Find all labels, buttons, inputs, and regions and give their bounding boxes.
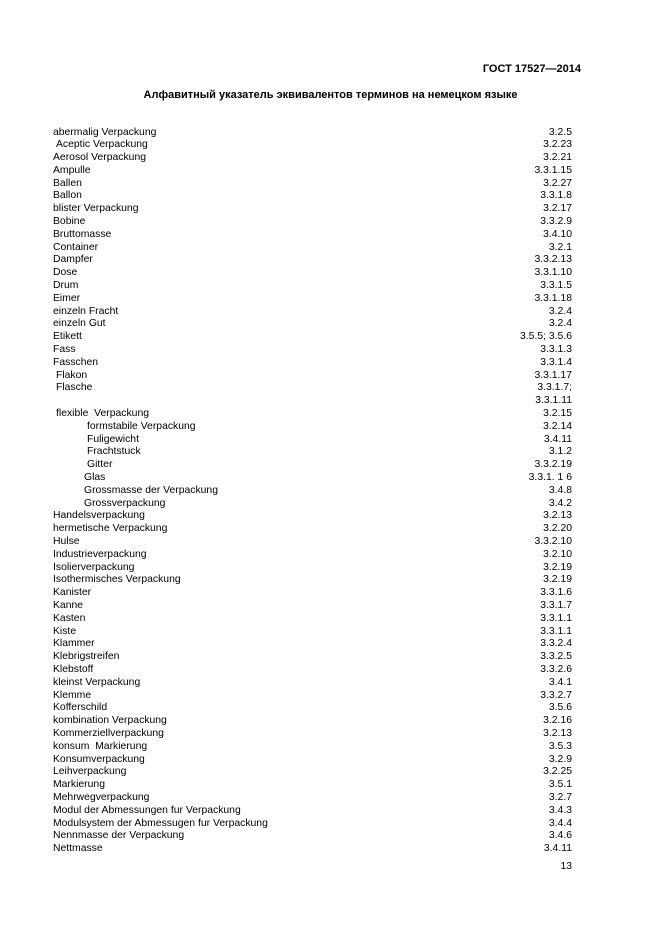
index-entry xyxy=(0,446,661,459)
index-reference: 3.3.1.7; xyxy=(537,382,572,394)
index-term: Kiste xyxy=(53,625,77,637)
index-entry xyxy=(0,459,661,472)
index-term: Dose xyxy=(53,267,78,279)
index-entry xyxy=(0,587,661,600)
index-entry xyxy=(0,792,661,805)
index-reference: 3.4.4 xyxy=(548,817,572,829)
index-reference: 3.3.2.9 xyxy=(540,216,572,228)
index-term: Flasche xyxy=(56,382,93,394)
index-reference: 3.4.11 xyxy=(543,843,572,855)
index-term: Gitter xyxy=(87,459,113,471)
index-reference: 3.2.4 xyxy=(548,305,572,317)
index-entry xyxy=(0,152,661,165)
index-entry xyxy=(0,139,661,152)
index-entry xyxy=(0,766,661,779)
index-term: Fass xyxy=(53,344,76,356)
index-reference: 3.4.2 xyxy=(548,497,572,509)
page-title: Алфавитный указатель эквивалентов терминов на немецком языке xyxy=(143,89,518,101)
index-entry xyxy=(0,830,661,843)
index-term: Mehrwegverpackung xyxy=(53,791,150,803)
index-entry xyxy=(0,408,661,421)
index-reference: 3.2.21 xyxy=(543,152,572,164)
index-entry xyxy=(0,818,661,831)
index-reference: 3.4.6 xyxy=(548,830,572,842)
index-term: abermalig Verpackung xyxy=(53,126,157,138)
index-term: Flakon xyxy=(56,369,88,381)
index-term: flexible Verpackung xyxy=(56,408,149,420)
index-term: Klebrigstreifen xyxy=(53,651,120,663)
index-term: Fuligewicht xyxy=(87,433,139,445)
index-entry xyxy=(0,395,661,408)
index-term: formstabile Verpackung xyxy=(87,420,196,432)
index-entry xyxy=(0,638,661,651)
index-term: Nettmasse xyxy=(53,843,103,855)
index-term: Isothermisches Verpackung xyxy=(53,574,181,586)
index-term: Klemme xyxy=(53,689,92,701)
index-term: Dampfer xyxy=(53,254,93,266)
index-reference: 3.4.1 xyxy=(548,676,572,688)
index-term: Klammer xyxy=(53,638,95,650)
index-term: Modulsystem der Abmessugen fur Verpackung xyxy=(53,817,268,829)
index-entry xyxy=(0,127,661,140)
index-reference: 3.4.11 xyxy=(543,433,572,445)
index-reference: 3.2.15 xyxy=(543,408,572,420)
index-entry xyxy=(0,549,661,562)
index-term: einzeln Fracht xyxy=(53,305,119,317)
index-term: Konsumverpackung xyxy=(53,753,145,765)
index-reference: 3.2.10 xyxy=(543,548,572,560)
index-entry xyxy=(0,242,661,255)
index-entry xyxy=(0,331,661,344)
index-reference: 3.2.19 xyxy=(543,561,572,573)
index-term: Isolierverpackung xyxy=(53,561,135,573)
index-term: Hulse xyxy=(53,536,80,547)
index-reference: 3.2.19 xyxy=(543,574,572,586)
index-term: Kasten xyxy=(53,612,86,624)
index-reference: 3.3.2.19 xyxy=(534,459,572,471)
index-reference: 3.4.3 xyxy=(548,804,572,816)
index-reference: 3.3.1.7 xyxy=(540,599,572,611)
index-reference: 3.5.5; 3.5.6 xyxy=(520,331,572,343)
index-reference: 3.3.1.3 xyxy=(540,344,572,356)
index-term: Drum xyxy=(53,280,79,292)
index-term: Aerosol Verpackung xyxy=(53,152,146,164)
index-entry xyxy=(0,677,661,690)
index-entry xyxy=(0,600,661,613)
index-entry xyxy=(0,562,661,575)
index-term: Eimer xyxy=(53,292,81,304)
index-reference: 3.3.1.10 xyxy=(534,267,572,279)
index-reference: 3.5.6 xyxy=(548,702,572,714)
index-reference: 3.2.13 xyxy=(543,727,572,739)
index-entry xyxy=(0,574,661,587)
index-term: einzeln Gut xyxy=(53,318,106,330)
index-entry xyxy=(0,344,661,357)
index-entry xyxy=(0,165,661,178)
index-reference: 3.3.1.17 xyxy=(534,369,572,381)
index-reference: 3.2.25 xyxy=(543,766,572,778)
index-reference: 3.3.2.13 xyxy=(534,254,572,266)
index-entry xyxy=(0,664,661,677)
index-reference: 3.3.1. 1 6 xyxy=(528,472,572,484)
index-entry xyxy=(0,306,661,319)
index-entry xyxy=(0,229,661,242)
index-reference: 3.3.1.15 xyxy=(534,164,572,176)
index-term: Handelsverpackung xyxy=(53,510,145,522)
index-entry xyxy=(0,203,661,216)
index-entry xyxy=(0,318,661,331)
page-number: 13 xyxy=(560,861,572,872)
index-reference: 3.2.1 xyxy=(548,241,572,253)
index-entry xyxy=(0,498,661,511)
index-reference: 3.3.1.8 xyxy=(540,190,572,202)
index-entry xyxy=(0,178,661,191)
index-entry xyxy=(0,434,661,447)
index-entry xyxy=(0,293,661,306)
index-reference: 3.3.1.6 xyxy=(540,587,572,599)
index-entry xyxy=(0,843,661,856)
index-term: kleinst Verpackung xyxy=(53,676,141,688)
index-reference: 3.5.3 xyxy=(548,740,572,752)
index-entry xyxy=(0,370,661,383)
index-reference: 3.3.2.10 xyxy=(534,536,572,547)
index-term: konsum Markierung xyxy=(53,740,148,752)
index-reference: 3.3.2.7 xyxy=(540,689,572,701)
index-reference: 3.3.1.1 xyxy=(540,625,572,637)
index-entry xyxy=(0,472,661,485)
index-entry xyxy=(0,651,661,664)
index-entry xyxy=(0,523,661,536)
index-entry xyxy=(0,715,661,728)
index-term: Markierung xyxy=(53,779,105,791)
index-entry xyxy=(0,728,661,741)
index-reference: 3.2.5 xyxy=(548,126,572,138)
index-entry xyxy=(0,382,661,395)
index-term: Ballon xyxy=(53,190,82,202)
index-entry xyxy=(0,690,661,703)
index-reference: 3.2.16 xyxy=(543,715,572,727)
index-reference: 3.4.10 xyxy=(543,228,572,240)
index-term: hermetische Verpackung xyxy=(53,523,168,535)
index-term: blister Verpackung xyxy=(53,203,139,215)
index-reference: 3.3.2.5 xyxy=(540,651,572,663)
index-term: Aceptic Verpackung xyxy=(56,139,148,151)
index-term: Kanne xyxy=(53,599,84,611)
index-term: Industrieverpackung xyxy=(53,548,147,560)
index-reference: 3.2.7 xyxy=(548,791,572,803)
index-reference: 3.2.13 xyxy=(543,510,572,522)
index-reference: 3.2.14 xyxy=(543,420,572,432)
index-entry xyxy=(0,536,661,549)
index-reference: 3.3.1.18 xyxy=(534,292,572,304)
index-term: Kanister xyxy=(53,587,92,599)
index-reference: 3.4.8 xyxy=(548,484,572,496)
index-entry xyxy=(0,280,661,293)
index-term: Glas xyxy=(84,472,106,484)
index-entry xyxy=(0,779,661,792)
index-term: Kommerziellverpackung xyxy=(53,727,164,739)
index-term: kombination Verpackung xyxy=(53,715,167,727)
index-entry xyxy=(0,190,661,203)
term-index-list xyxy=(0,127,661,856)
index-entry xyxy=(0,702,661,715)
index-reference: 3.2.9 xyxy=(548,753,572,765)
index-reference: 3.2.23 xyxy=(543,139,572,151)
index-reference: 3.3.1.1 xyxy=(540,612,572,624)
index-term: Etikett xyxy=(53,331,82,343)
index-term: Leihverpackung xyxy=(53,766,127,778)
index-reference: 3.3.1.11 xyxy=(535,395,572,407)
index-entry xyxy=(0,357,661,370)
index-reference: 3.1.2 xyxy=(548,446,572,458)
index-entry xyxy=(0,254,661,267)
index-term: Container xyxy=(53,241,99,253)
index-reference: 3.2.17 xyxy=(543,203,572,215)
index-reference: 3.3.2.4 xyxy=(540,638,572,650)
index-reference: 3.3.1.4 xyxy=(540,356,572,368)
index-reference: 3.3.1.5 xyxy=(540,280,572,292)
index-entry xyxy=(0,805,661,818)
index-entry xyxy=(0,216,661,229)
index-reference: 3.2.20 xyxy=(543,523,572,535)
index-entry xyxy=(0,267,661,280)
index-entry xyxy=(0,754,661,767)
index-term: Kofferschild xyxy=(53,702,108,714)
index-entry xyxy=(0,421,661,434)
index-term: Bobine xyxy=(53,216,86,228)
index-term: Ballen xyxy=(53,177,82,189)
index-term: Ampulle xyxy=(53,164,91,176)
index-reference: 3.2.27 xyxy=(543,177,572,189)
index-term: Nennmasse der Verpackung xyxy=(53,830,185,842)
index-entry xyxy=(0,485,661,498)
index-term: Modul der Abmessungen fur Verpackung xyxy=(53,804,241,816)
index-entry xyxy=(0,613,661,626)
index-term: Frachtstuck xyxy=(87,446,141,458)
index-entry xyxy=(0,510,661,523)
index-term: Grossmasse der Verpackung xyxy=(84,484,218,496)
index-term: Klebstoff xyxy=(53,663,94,675)
index-term: Grossverpackung xyxy=(84,497,166,509)
index-term: Bruttomasse xyxy=(53,228,112,240)
index-reference: 3.5.1 xyxy=(548,779,572,791)
index-reference: 3.2.4 xyxy=(548,318,572,330)
standard-number: ГОСТ 17527—2014 xyxy=(482,63,581,75)
index-entry xyxy=(0,741,661,754)
index-reference: 3.3.2.6 xyxy=(540,663,572,675)
index-term: Fasschen xyxy=(53,356,99,368)
index-entry xyxy=(0,626,661,639)
